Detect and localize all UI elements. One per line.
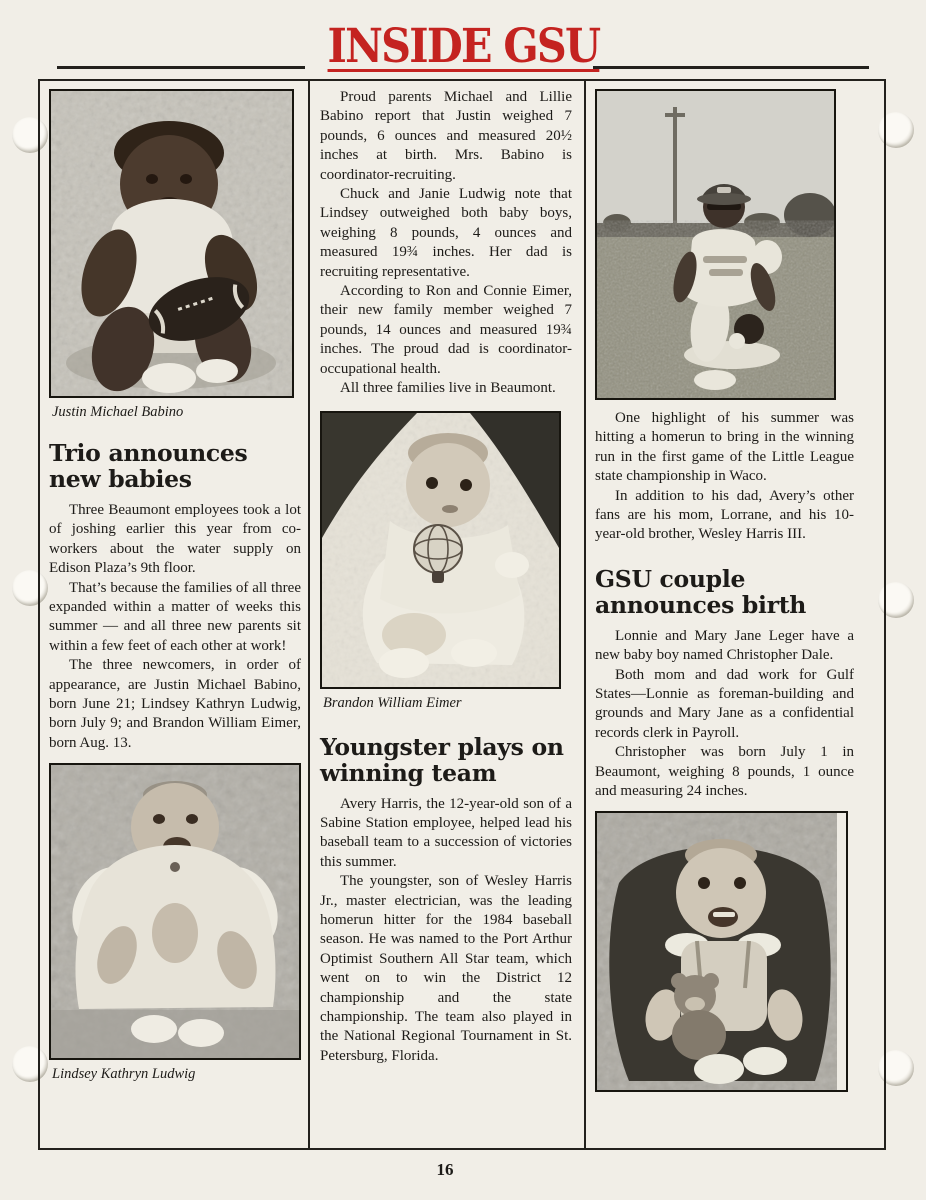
article-paragraph: Lonnie and Mary Jane Leger have a new baby boy named Christopher Dale. bbox=[595, 627, 854, 664]
photo-avery-harris bbox=[595, 89, 836, 400]
article-paragraph: In addition to his dad, Avery’s other fans are his mom, Lorrane, and his 10-year-old brother, Wesley Harris III. bbox=[595, 487, 854, 543]
left-column bbox=[49, 81, 301, 1148]
article-paragraph: Christopher was born July 1 in Beaumont, weighing 8 pounds, 1 ounce and measuring 24 inches. bbox=[595, 744, 854, 800]
photo-christopher-dale-leger bbox=[595, 811, 848, 1092]
newsletter-title: INSIDE GSU bbox=[327, 19, 599, 74]
page-number: 16 bbox=[436, 1160, 454, 1179]
article-paragraph: Three Beaumont employees took a lot of joshing earlier this year from co-workers about the water supply on Edison Plaza’s 9th floor. bbox=[49, 502, 301, 577]
middle-column bbox=[320, 81, 572, 1148]
headline-youngster-plays: Youngster plays on winning team bbox=[320, 732, 564, 787]
photo-lindsey-kathryn-ludwig bbox=[49, 763, 301, 1060]
headline-trio-announces: Trio announces new babies bbox=[49, 439, 248, 493]
column-divider bbox=[584, 81, 586, 1148]
headline-gsu-couple: GSU couple announces birth bbox=[595, 564, 807, 619]
article-paragraph: All three families live in Beaumont. bbox=[340, 380, 556, 397]
article-paragraph: Both mom and dad work for Gulf States—Lonnie as foreman-building and grounds and Mary Jane as a confidential records clerk in Payroll. bbox=[595, 666, 854, 741]
article-paragraph: The youngster, son of Wesley Harris Jr., master electrician, was the leading homerun hitter for the 1984 baseball season. He was named to the Port Arthur Optimist Southern All Star team, which went on to win the District 12 championship and the state championship. The team also played in the National Regional Tournament in St. Petersburg, Florida. bbox=[320, 873, 572, 1064]
article-paragraph: The three newcomers, in order of appearance, are Justin Michael Babino, born June 21; Lindsey Kathryn Ludwig, born July 9; and Brandon William Eimer, born Aug. 13. bbox=[49, 657, 301, 751]
column-divider bbox=[308, 81, 310, 1148]
photo-caption-justin: Justin Michael Babino bbox=[52, 404, 184, 420]
photo-caption-lindsey: Lindsey Kathryn Ludwig bbox=[52, 1066, 196, 1083]
photo-brandon-william-eimer bbox=[320, 411, 561, 689]
photo-caption-brandon: Brandon William Eimer bbox=[323, 694, 462, 711]
article-paragraph: Proud parents Michael and Lillie Babino report that Justin weighed 7 pounds, 6 ounces and measured 20½ inches at birth. Mrs. Babino is coordinator-recruiting. bbox=[320, 89, 572, 183]
right-column bbox=[595, 81, 854, 1148]
article-paragraph: That’s because the families of all three expanded within a matter of weeks this summer — and all three new parents sit within a few feet of each other at work! bbox=[49, 579, 301, 654]
photo-justin-michael-babino bbox=[49, 89, 294, 398]
article-paragraph: Avery Harris, the 12-year-old son of a Sabine Station employee, helped lead his baseball team to a succession of victories this summer. bbox=[320, 795, 572, 870]
article-paragraph: Chuck and Janie Ludwig note that Lindsey outweighed both baby boys, weighing 8 pounds, 4 ounces and measured 19¾ inches. Her dad is recruiting representative. bbox=[320, 186, 572, 280]
masthead bbox=[0, 19, 926, 74]
page-frame bbox=[38, 79, 886, 1150]
article-paragraph: One highlight of his summer was hitting a homerun to bring in the winning run in the first game of the Little League state championship in Waco. bbox=[595, 410, 854, 485]
article-paragraph: According to Ron and Connie Eimer, their new family member weighed 7 pounds, 14 ounces and measured 19¾ inches. The proud dad is coordinator-occupational health. bbox=[320, 283, 572, 377]
